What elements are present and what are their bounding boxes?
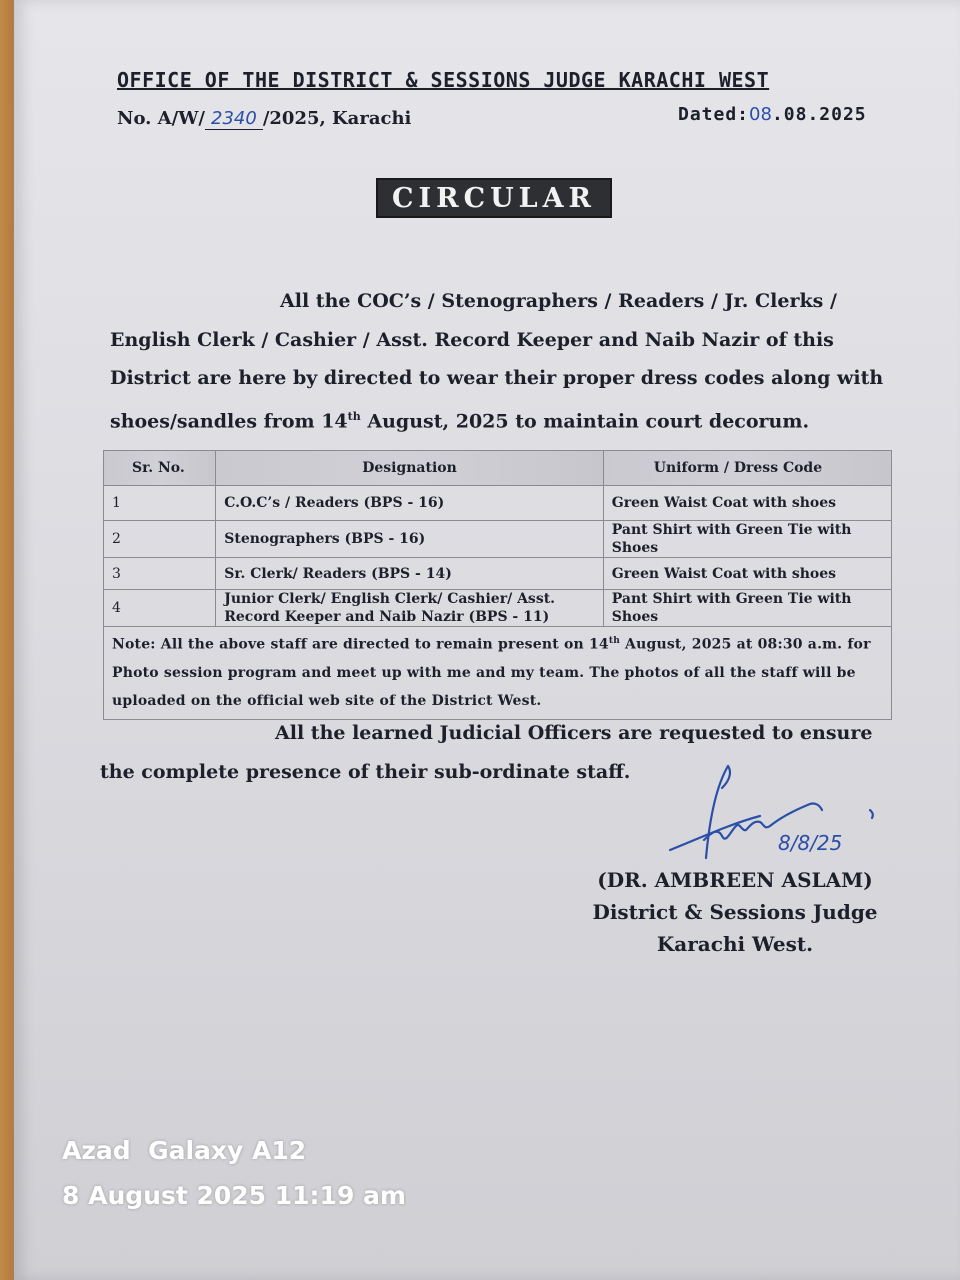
signature-date: 8/8/25 (778, 831, 843, 855)
table-note-row (104, 627, 892, 720)
row-sr-no: 2 (104, 521, 216, 558)
date-label: Dated: (678, 104, 750, 125)
note-text: Note: All the above staff are directed to remain present on 14 (112, 636, 609, 653)
reference-suffix: /2025, Karachi (262, 108, 412, 129)
table-row (104, 521, 892, 558)
table-header-row (104, 451, 892, 486)
table-row (104, 590, 892, 627)
handwritten-signature (660, 758, 890, 868)
row-dress-code: Pant Shirt with Green Tie with Shoes (603, 590, 891, 627)
row-sr-no: 1 (104, 486, 216, 521)
header-dress-code: Uniform / Dress Code (603, 451, 891, 486)
row-dress-code: Green Waist Coat with shoes (603, 486, 891, 521)
signatory-designation: District & Sessions Judge (592, 900, 878, 924)
row-dress-code: Green Waist Coat with shoes (603, 558, 891, 590)
table-row (104, 486, 892, 521)
body-text-end: August, 2025 to maintain court decorum. (360, 409, 810, 432)
camera-timestamp-watermark: 8 August 2025 11:19 am (62, 1181, 406, 1210)
date-line (678, 104, 867, 125)
reference-prefix: No. A/W/ (117, 108, 206, 129)
note-text-end: August, 2025 at 08:30 a.m. for Photo session program and meet up with me and my team. The photos of all the staff will be uploaded on the official web site of the District West. (112, 636, 871, 709)
closing-text: All the learned Judicial Officers are requested to ensure the complete presence of their sub-ordinate staff. (100, 722, 873, 783)
row-designation: Stenographers (BPS - 16) (216, 521, 604, 558)
signatory-block (590, 864, 880, 960)
body-text: All the COC’s / Stenographers / Readers / Jr. Clerks / English Clerk / Cashier / Asst. Record Keeper and Naib Nazir of this District are here by directed to wear their proper dress codes along with shoes/sandles from 14 (110, 290, 884, 432)
table-row (104, 558, 892, 590)
date-rest: .08.2025 (771, 104, 867, 125)
circular-title-box (376, 178, 612, 218)
row-sr-no: 4 (104, 590, 216, 627)
row-designation: Junior Clerk/ English Clerk/ Cashier/ Asst. Record Keeper and Naib Nazir (BPS - 11) (216, 590, 604, 627)
dress-code-table (103, 450, 892, 720)
office-title: OFFICE OF THE DISTRICT & SESSIONS JUDGE KARACHI WEST (117, 68, 770, 92)
row-designation: Sr. Clerk/ Readers (BPS - 14) (216, 558, 604, 590)
body-paragraph (110, 282, 890, 440)
handwritten-date-day: 08 (749, 104, 772, 125)
camera-device-watermark: Azad Galaxy A12 (62, 1136, 307, 1165)
reference-number (117, 108, 411, 130)
body-superscript: th (347, 409, 361, 423)
header-sr-no: Sr. No. (104, 451, 216, 486)
row-dress-code: Pant Shirt with Green Tie with Shoes (603, 521, 891, 558)
signatory-name: (DR. AMBREEN ASLAM) (597, 868, 873, 892)
row-designation: C.O.C’s / Readers (BPS - 16) (216, 486, 604, 521)
row-sr-no: 3 (104, 558, 216, 590)
header-designation: Designation (216, 451, 604, 486)
signatory-location: Karachi West. (656, 932, 814, 956)
circular-title: CIRCULAR (392, 183, 596, 214)
handwritten-reference-number: 2340 (205, 108, 263, 130)
table-note (104, 627, 892, 720)
note-superscript: th (608, 636, 620, 646)
